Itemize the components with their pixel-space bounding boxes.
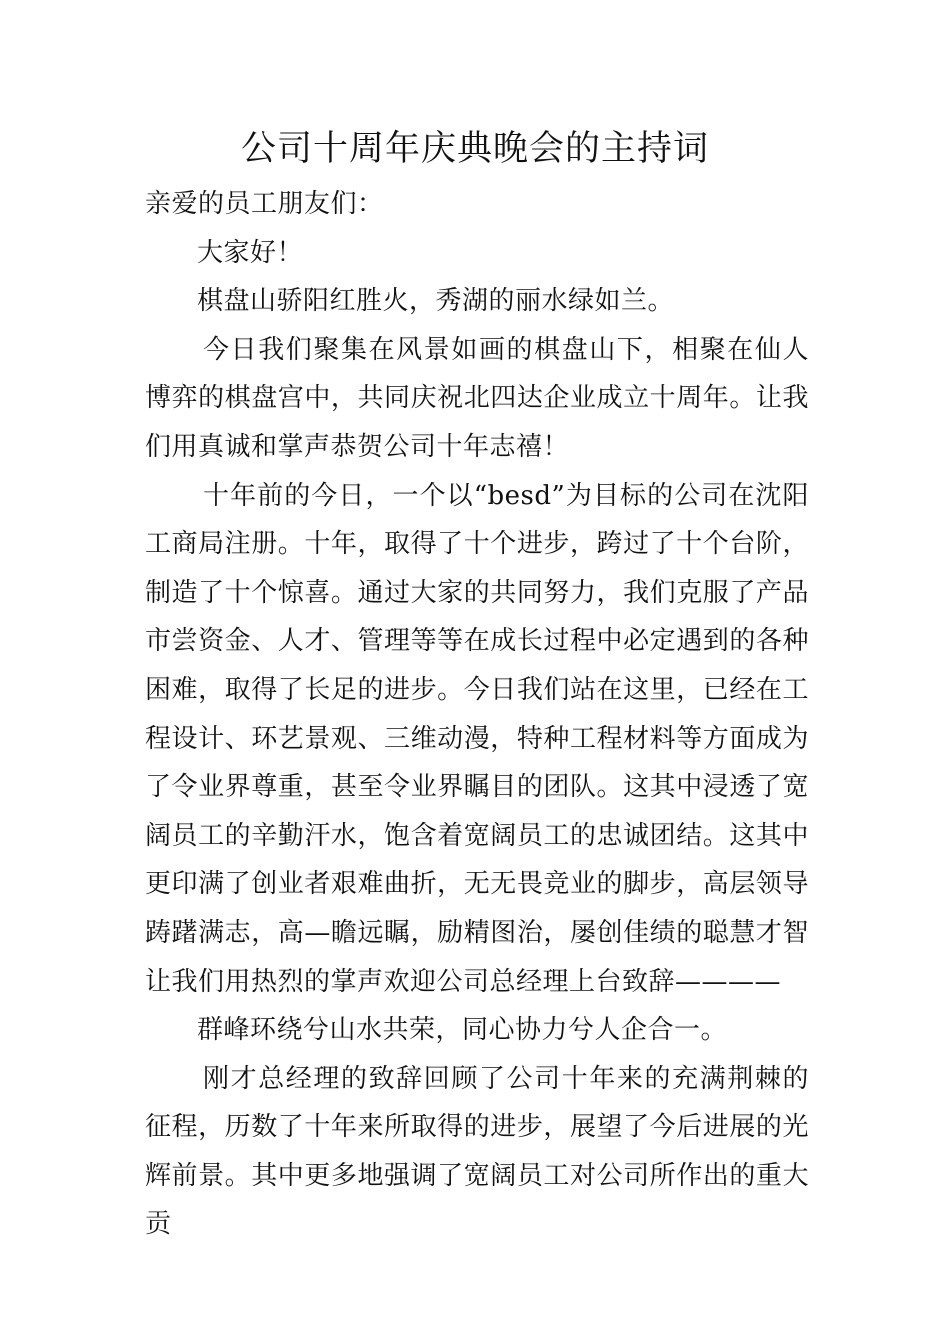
paragraph-couplet-2: 群峰环绕兮山水共荣，同心协力兮人企合一。	[197, 1015, 728, 1046]
paragraph-couplet-1: 棋盘山骄阳红胜火，秀湖的丽水绿如兰。	[197, 286, 675, 317]
paragraph-gathering: 今日我们聚集在风景如画的棋盘山下，相聚在仙人博弈的棋盘宫中，共同庆祝北四达企业成立十周年。让我们用真诚和掌声恭贺公司十年志禧！	[145, 334, 809, 462]
document-title: 公司十周年庆典晚会的主持词	[240, 129, 709, 169]
paragraph-review: 刚才总经理的致辞回顾了公司十年来的充满荆棘的征程，历数了十年来所取得的进步，展望了今后进展的光辉前景。其中更多地强调了宽阔员工对公司所作出的重大贡	[145, 1063, 809, 1240]
paragraph-history: 十年前的今日，一个以“besd”为目标的公司在沈阳工商局注册。十年，取得了十个进步，跨过了十个台阶，制造了十个惊喜。通过大家的共同努力，我们克服了产品市尝资金、人才、管理等等在成长过程中必定遇到的各种困难，取得了长足的进步。今日我们站在这里，已经在工程设计、环艺景观、三维动漫，特种工程材料等方面成为了令业界尊重，甚至令业界瞩目的团队。这其中浸透了宽阔员工的辛勤汗水，饱含着宽阔员工的忠诚团结。这其中更印满了创业者艰难曲折，无无畏竞业的脚步，高层领导踌躇满志，高—瞻远瞩，励精图治，屡创佳绩的聪慧才智让我们用热烈的掌声欢迎公司总经理上台致辞————	[145, 480, 809, 997]
salutation: 亲爱的员工朋友们：	[145, 189, 384, 219]
document-body	[145, 180, 809, 1249]
paragraph-greeting: 大家好！	[197, 237, 304, 268]
